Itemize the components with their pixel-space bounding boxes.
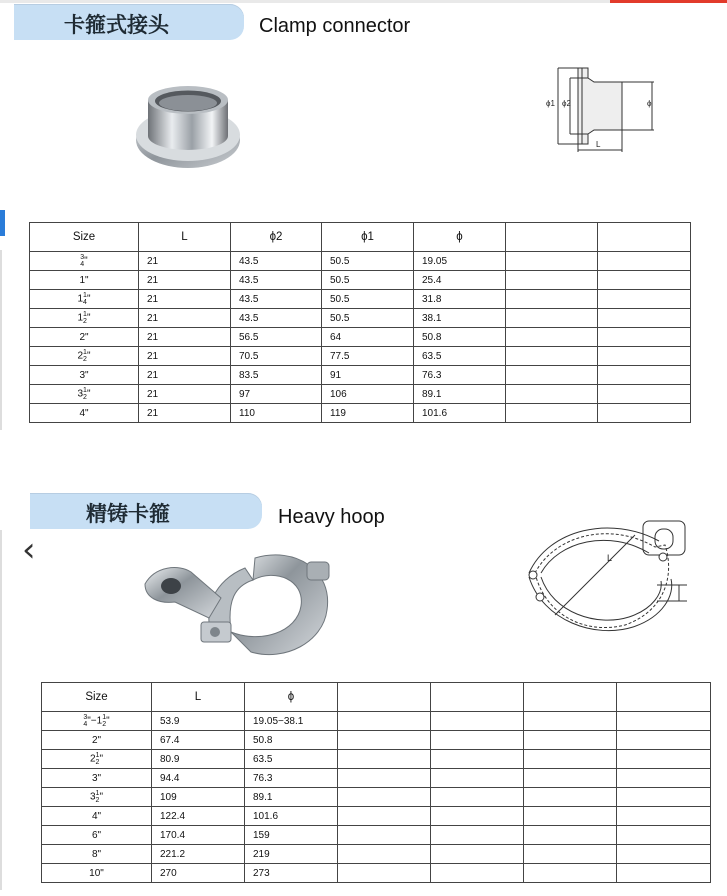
phi2-cell: 43.5 xyxy=(231,290,322,309)
size-cell: 3" xyxy=(42,769,152,788)
header-empty xyxy=(338,683,431,712)
L-cell: 21 xyxy=(139,366,231,385)
phi-cell: 273 xyxy=(245,864,338,883)
empty-cell xyxy=(617,731,711,750)
phi2-cell: 43.5 xyxy=(231,271,322,290)
empty-cell xyxy=(617,864,711,883)
L-cell: 21 xyxy=(139,385,231,404)
header-size: Size xyxy=(30,223,139,252)
empty-cell xyxy=(524,845,617,864)
empty-cell xyxy=(598,366,691,385)
empty-cell xyxy=(598,309,691,328)
phi1-cell: 119 xyxy=(322,404,414,423)
header-phi1: ϕ1 xyxy=(322,223,414,252)
empty-cell xyxy=(524,731,617,750)
empty-cell xyxy=(617,807,711,826)
hoop-drawing xyxy=(515,515,695,640)
header-empty xyxy=(617,683,711,712)
phi2-label: ϕ2 xyxy=(562,99,571,108)
size-cell: 1 1 2 " xyxy=(30,309,139,328)
size-cell: 3" xyxy=(30,366,139,385)
hoop-title-en: Heavy hoop xyxy=(278,506,385,528)
size-cell: 1" xyxy=(30,271,139,290)
phi1-cell: 50.5 xyxy=(322,309,414,328)
header-L: L xyxy=(152,683,245,712)
empty-cell xyxy=(338,750,431,769)
empty-cell xyxy=(524,712,617,731)
size-cell: 2" xyxy=(30,328,139,347)
table-row xyxy=(30,366,691,385)
phi-cell: 63.5 xyxy=(245,750,338,769)
left-accent-bar xyxy=(0,210,5,236)
phi1-cell: 106 xyxy=(322,385,414,404)
phi-cell: 31.8 xyxy=(414,290,506,309)
phi-cell: 76.3 xyxy=(414,366,506,385)
L-cell: 21 xyxy=(139,252,231,271)
header-phi2: ϕ2 xyxy=(231,223,322,252)
header-phi: ϕ xyxy=(245,683,338,712)
empty-cell xyxy=(617,826,711,845)
empty-cell xyxy=(598,328,691,347)
table-row xyxy=(30,385,691,404)
phi2-cell: 70.5 xyxy=(231,347,322,366)
header-phi: ϕ xyxy=(414,223,506,252)
empty-cell xyxy=(506,290,598,309)
L-cell: 21 xyxy=(139,290,231,309)
size-cell: 1 1 4 " xyxy=(30,290,139,309)
empty-cell xyxy=(524,769,617,788)
L-cell: 21 xyxy=(139,309,231,328)
empty-cell xyxy=(338,769,431,788)
table-row xyxy=(30,309,691,328)
phi-cell: 19.05−38.1 xyxy=(245,712,338,731)
hoop-spec-table xyxy=(41,682,711,883)
table-row xyxy=(42,807,711,826)
size-cell: 2 1 2 " xyxy=(42,750,152,769)
L-cell: 53.9 xyxy=(152,712,245,731)
empty-cell xyxy=(431,788,524,807)
empty-cell xyxy=(431,826,524,845)
empty-cell xyxy=(338,731,431,750)
ferrule-drawing xyxy=(540,60,670,160)
phi2-cell: 43.5 xyxy=(231,309,322,328)
table-row xyxy=(42,845,711,864)
phi-cell: 19.05 xyxy=(414,252,506,271)
size-cell: 10" xyxy=(42,864,152,883)
L-cell: 21 xyxy=(139,271,231,290)
hoop-L-label: L xyxy=(607,553,613,563)
phi1-cell: 50.5 xyxy=(322,271,414,290)
hoop-section-banner xyxy=(30,493,262,529)
empty-cell xyxy=(338,864,431,883)
empty-cell xyxy=(598,404,691,423)
empty-cell xyxy=(431,864,524,883)
empty-cell xyxy=(338,826,431,845)
L-cell: 221.2 xyxy=(152,845,245,864)
size-cell: 8" xyxy=(42,845,152,864)
L-cell: 122.4 xyxy=(152,807,245,826)
empty-cell xyxy=(431,769,524,788)
header-empty xyxy=(524,683,617,712)
empty-cell xyxy=(598,385,691,404)
empty-cell xyxy=(524,788,617,807)
header-empty xyxy=(431,683,524,712)
top-red-accent xyxy=(610,0,727,3)
clamp-title-en: Clamp connector xyxy=(259,15,411,37)
phi1-cell: 50.5 xyxy=(322,290,414,309)
empty-cell xyxy=(338,845,431,864)
header-size: Size xyxy=(42,683,152,712)
empty-cell xyxy=(598,252,691,271)
hoop-photo xyxy=(135,540,345,680)
L-cell: 21 xyxy=(139,404,231,423)
size-cell: 4" xyxy=(30,404,139,423)
empty-cell xyxy=(598,290,691,309)
clamp-section-banner xyxy=(14,4,244,40)
table-row xyxy=(30,252,691,271)
phi-cell: 63.5 xyxy=(414,347,506,366)
phi-cell: 50.8 xyxy=(245,731,338,750)
table-header-row xyxy=(30,223,691,252)
empty-cell xyxy=(524,864,617,883)
empty-cell xyxy=(431,807,524,826)
empty-cell xyxy=(506,347,598,366)
empty-cell xyxy=(431,845,524,864)
size-cell: 4" xyxy=(42,807,152,826)
size-cell: 3 1 2 " xyxy=(30,385,139,404)
table-row xyxy=(42,750,711,769)
table-row xyxy=(42,769,711,788)
empty-cell xyxy=(506,385,598,404)
empty-cell xyxy=(524,826,617,845)
empty-cell xyxy=(598,271,691,290)
size-cell: 3 1 2 " xyxy=(42,788,152,807)
table-row xyxy=(30,290,691,309)
table-row xyxy=(42,788,711,807)
phi-cell: 101.6 xyxy=(414,404,506,423)
header-empty xyxy=(598,223,691,252)
L-label: L xyxy=(596,140,601,149)
empty-cell xyxy=(524,750,617,769)
phi-cell: 159 xyxy=(245,826,338,845)
size-cell: 3 4 " xyxy=(30,252,139,271)
size-cell: 3 4 "−1 1 2 " xyxy=(42,712,152,731)
L-cell: 80.9 xyxy=(152,750,245,769)
size-cell: 2" xyxy=(42,731,152,750)
L-cell: 270 xyxy=(152,864,245,883)
L-cell: 94.4 xyxy=(152,769,245,788)
clamp-title-cn: 卡箍式接头 xyxy=(64,13,169,37)
phi-cell: 25.4 xyxy=(414,271,506,290)
empty-cell xyxy=(431,712,524,731)
empty-cell xyxy=(506,328,598,347)
empty-cell xyxy=(506,271,598,290)
empty-cell xyxy=(617,712,711,731)
phi2-cell: 56.5 xyxy=(231,328,322,347)
left-edge-line xyxy=(0,250,2,430)
table-row xyxy=(42,864,711,883)
phi-cell: 50.8 xyxy=(414,328,506,347)
L-cell: 21 xyxy=(139,347,231,366)
table-row xyxy=(42,731,711,750)
phi-cell: 219 xyxy=(245,845,338,864)
table-header-row xyxy=(42,683,711,712)
phi-cell: 89.1 xyxy=(245,788,338,807)
L-cell: 21 xyxy=(139,328,231,347)
size-cell: 6" xyxy=(42,826,152,845)
table-row xyxy=(30,404,691,423)
phi1-cell: 50.5 xyxy=(322,252,414,271)
L-cell: 67.4 xyxy=(152,731,245,750)
empty-cell xyxy=(431,750,524,769)
phi-cell: 38.1 xyxy=(414,309,506,328)
phi1-cell: 77.5 xyxy=(322,347,414,366)
phi2-cell: 83.5 xyxy=(231,366,322,385)
phi-label: ϕ xyxy=(647,99,652,108)
hoop-title-cn: 精铸卡箍 xyxy=(86,502,170,526)
empty-cell xyxy=(506,252,598,271)
empty-cell xyxy=(617,750,711,769)
empty-cell xyxy=(598,347,691,366)
phi1-cell: 64 xyxy=(322,328,414,347)
empty-cell xyxy=(617,769,711,788)
left-edge-line xyxy=(0,530,2,890)
clamp-spec-table xyxy=(29,222,691,423)
phi1-cell: 91 xyxy=(322,366,414,385)
table-row xyxy=(42,826,711,845)
L-cell: 170.4 xyxy=(152,826,245,845)
header-L: L xyxy=(139,223,231,252)
phi2-cell: 43.5 xyxy=(231,252,322,271)
phi-cell: 89.1 xyxy=(414,385,506,404)
empty-cell xyxy=(617,845,711,864)
table-row xyxy=(30,328,691,347)
empty-cell xyxy=(524,807,617,826)
size-cell: 2 1 2 " xyxy=(30,347,139,366)
header-empty xyxy=(506,223,598,252)
empty-cell xyxy=(506,404,598,423)
chevron-left-icon[interactable]: ‹ xyxy=(22,530,36,570)
table-row xyxy=(30,271,691,290)
ferrule-photo xyxy=(130,78,250,178)
L-cell: 109 xyxy=(152,788,245,807)
phi1-label: ϕ1 xyxy=(546,99,555,108)
empty-cell xyxy=(506,309,598,328)
table-row xyxy=(30,347,691,366)
empty-cell xyxy=(338,788,431,807)
empty-cell xyxy=(617,788,711,807)
empty-cell xyxy=(506,366,598,385)
empty-cell xyxy=(338,712,431,731)
phi-cell: 76.3 xyxy=(245,769,338,788)
phi2-cell: 110 xyxy=(231,404,322,423)
empty-cell xyxy=(431,731,524,750)
table-row xyxy=(42,712,711,731)
empty-cell xyxy=(338,807,431,826)
phi-cell: 101.6 xyxy=(245,807,338,826)
phi2-cell: 97 xyxy=(231,385,322,404)
